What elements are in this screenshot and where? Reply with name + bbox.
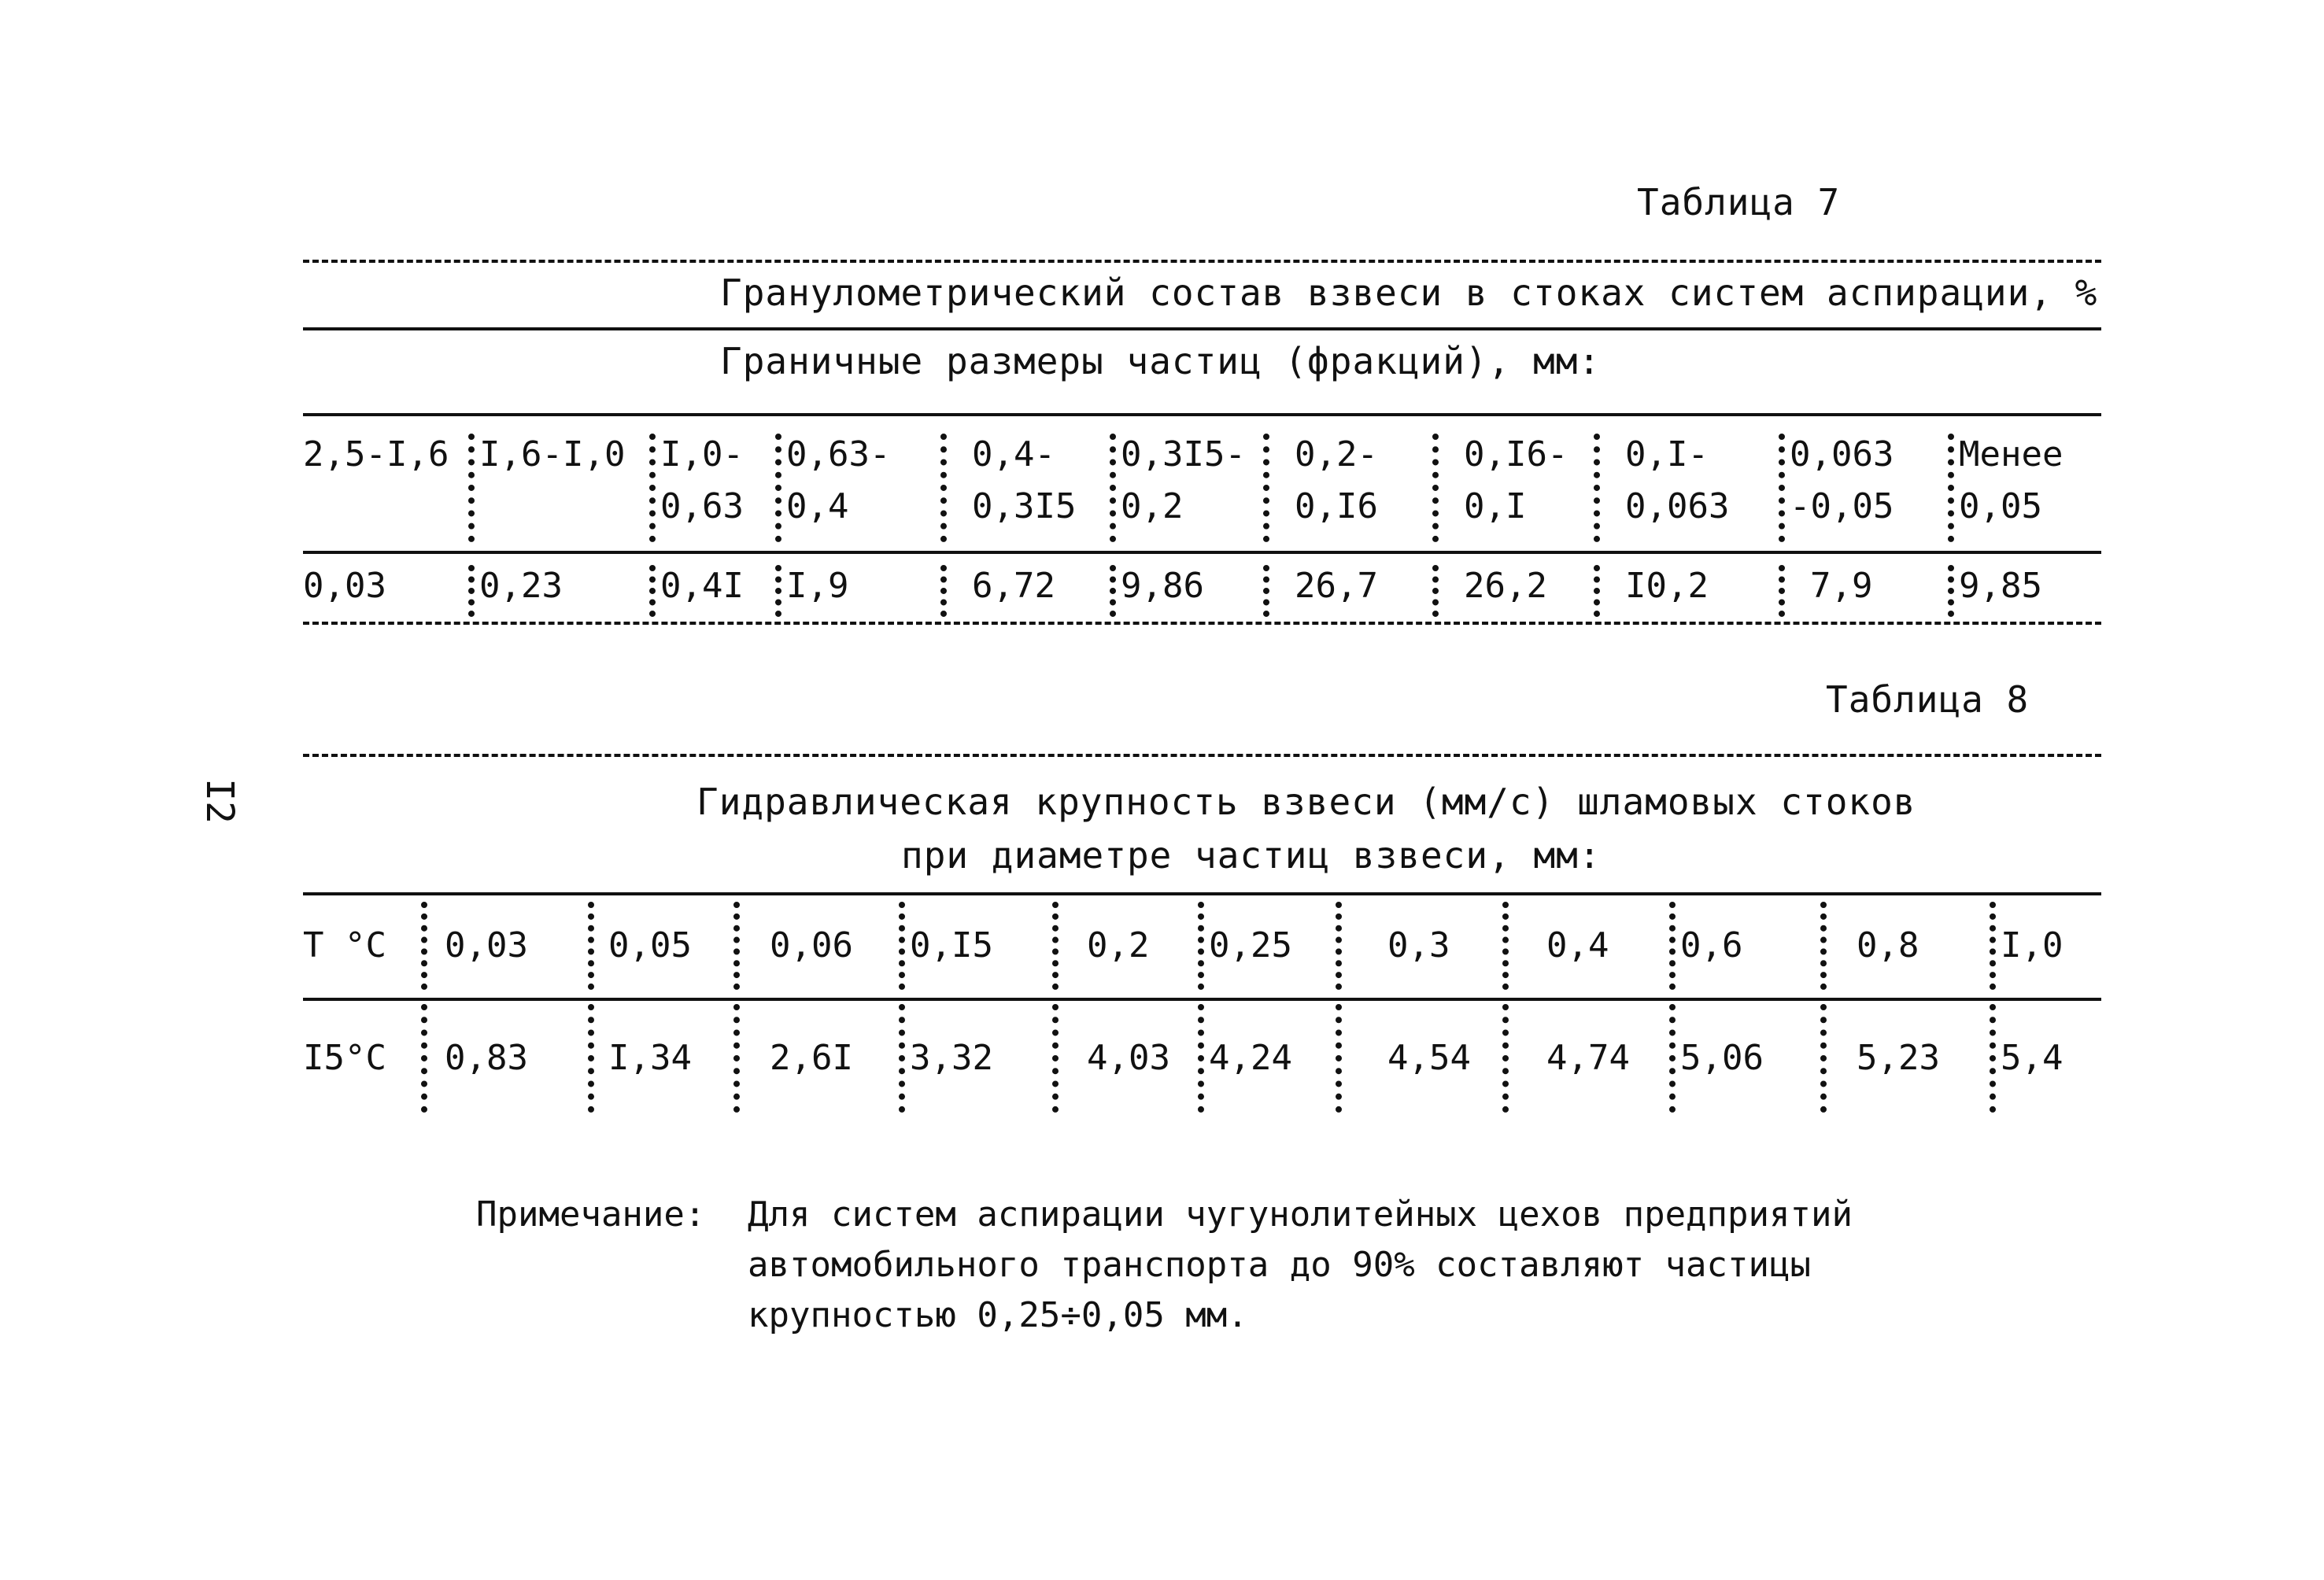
- table7-value: 6,72: [940, 560, 1110, 622]
- table8-value: 5,06: [1669, 999, 1820, 1117]
- table8-value: 4,03: [1052, 999, 1198, 1117]
- table8-title-line2: при диаметре частиц взвеси, мм:: [901, 834, 1602, 877]
- table8-value: I,34: [588, 999, 733, 1117]
- table7-top-rule: [303, 260, 2101, 263]
- table7-values-rule: [303, 551, 2101, 554]
- table8-top-rule: [303, 754, 2101, 757]
- table7-value: 0,23: [468, 560, 649, 622]
- table8-diameter: 0,25: [1198, 897, 1336, 995]
- table8-value: 4,24: [1198, 999, 1336, 1117]
- note-text: Для систем аспирации чугунолитейных цехов предприятий автомобильного транспорта до 90% составляют частицы крупностью 0,25÷0,05 мм.: [748, 1194, 1853, 1335]
- table7-column-header: I,6-I,0: [468, 429, 649, 547]
- table7-bottom-rule: [303, 622, 2101, 625]
- table7-header-rule: [303, 413, 2101, 416]
- table8-value: 5,4: [1990, 999, 2101, 1117]
- table7-title: Гранулометрический состав взвеси в стоках систем аспирации, %: [720, 271, 2098, 314]
- table7-column-header: 0,2- 0,I6: [1263, 429, 1432, 547]
- table8-row-label: I5°C: [303, 1038, 386, 1078]
- table7-value: 26,2: [1432, 560, 1594, 622]
- table7-title-rule: [303, 327, 2101, 330]
- table7-value: 0,4I: [649, 560, 775, 622]
- table7-column-header: 0,I6- 0,I: [1432, 429, 1594, 547]
- table8-header-rule: [303, 892, 2101, 895]
- table8-value: 3,32: [899, 999, 1052, 1117]
- table7-value: 9,85: [1948, 560, 2101, 622]
- table8-diameter: 0,2: [1052, 897, 1198, 995]
- table7-column-header: 0,I- 0,063: [1594, 429, 1779, 547]
- table8-diameter: 0,06: [733, 897, 899, 995]
- table7-values-row: [303, 560, 2101, 622]
- table7-value: 0,03: [303, 566, 386, 606]
- table8-row-header: Т °С: [303, 925, 386, 965]
- table8-diameter: 0,8: [1820, 897, 1990, 995]
- table8-diameter: 0,I5: [899, 897, 1052, 995]
- table7-column-header: 2,5-I,6: [303, 434, 449, 474]
- table8-caption: Таблица 8: [1826, 678, 2030, 721]
- table8-diameter: 0,05: [588, 897, 733, 995]
- table7-column-header: Менее 0,05: [1948, 429, 2101, 547]
- table8-diameter: I,0: [1990, 897, 2101, 995]
- table8-value: 5,23: [1820, 999, 1990, 1117]
- table8-values-row: [303, 999, 2101, 1117]
- table7-value: 9,86: [1110, 560, 1263, 622]
- table7-column-header: 0,63- 0,4: [775, 429, 940, 547]
- table8-title-line1: Гидравлическая крупность взвеси (мм/с) шламовых стоков: [696, 781, 1916, 823]
- table8-diameter: 0,03: [421, 897, 588, 995]
- table8-diameter: 0,4: [1502, 897, 1669, 995]
- table7-value: I,9: [775, 560, 940, 622]
- table7-column-header: I,0- 0,63: [649, 429, 775, 547]
- table7-value: 26,7: [1263, 560, 1432, 622]
- table7-header-row: [303, 429, 2101, 547]
- table7-column-header: 0,063 -0,05: [1779, 429, 1948, 547]
- table7-value: 7,9: [1779, 560, 1948, 622]
- table7-subtitle: Граничные размеры частиц (фракций), мм:: [720, 340, 1602, 382]
- table8-value: 0,83: [421, 999, 588, 1117]
- table7-column-header: 0,4- 0,3I5: [940, 429, 1110, 547]
- table8-diameter: 0,3: [1336, 897, 1502, 995]
- table8-value: 2,6I: [733, 999, 899, 1117]
- table7-value: I0,2: [1594, 560, 1779, 622]
- table7-column-header: 0,3I5- 0,2: [1110, 429, 1263, 547]
- table8-value: 4,54: [1336, 999, 1502, 1117]
- table7-caption: Таблица 7: [1637, 181, 1841, 223]
- note-label: Примечание:: [476, 1194, 706, 1235]
- page-number: I2: [197, 778, 242, 824]
- table8-value: 4,74: [1502, 999, 1669, 1117]
- table8-header-row: [303, 897, 2101, 995]
- table8-diameter: 0,6: [1669, 897, 1820, 995]
